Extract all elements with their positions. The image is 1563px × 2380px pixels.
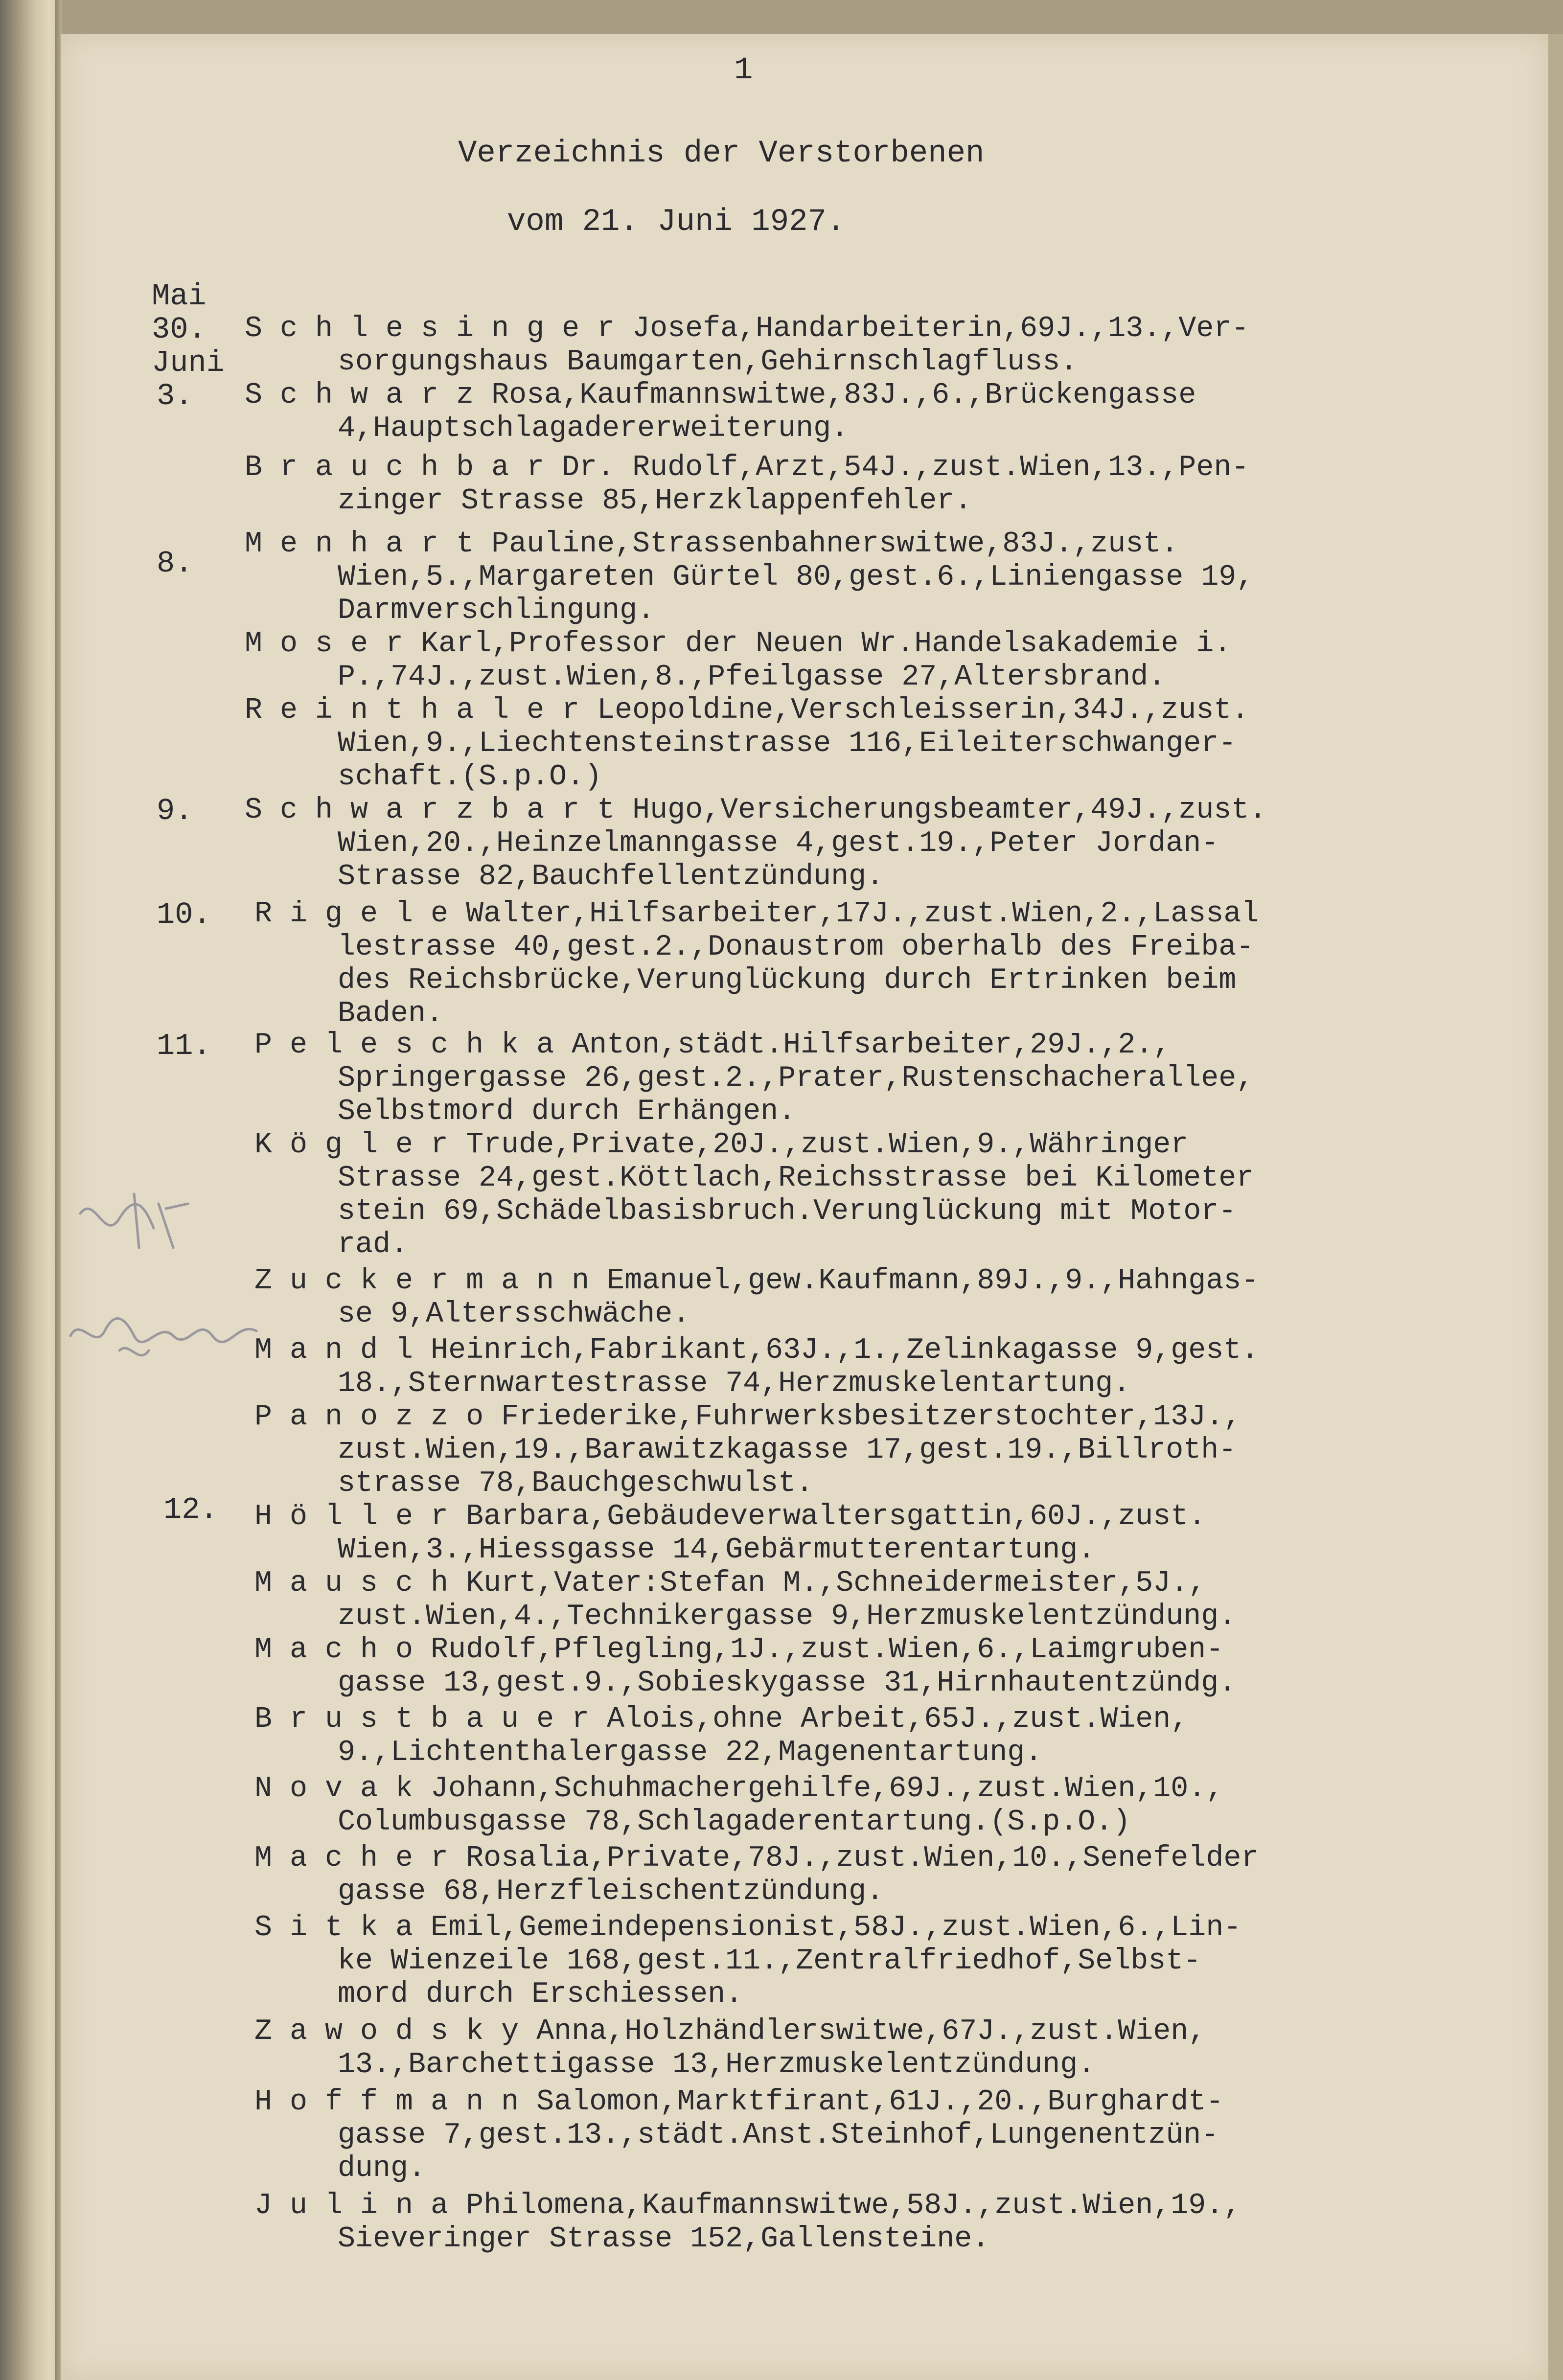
entry-line: Wien,5.,Margareten Gürtel 80,gest.6.,Liniengasse 19,: [338, 561, 1254, 594]
document-page: [61, 34, 1548, 2380]
date-label-day-10: 10.: [157, 897, 211, 932]
entry-line: zust.Wien,4.,Technikergasse 9,Herzmuskelentzündung.: [338, 1600, 1237, 1633]
document-subtitle: vom 21. Juni 1927.: [507, 205, 846, 240]
document-title: Verzeichnis der Verstorbenen: [458, 136, 985, 171]
entry-line: J u l i n a Philomena,Kaufmannswitwe,58J.,zust.Wien,19.,: [254, 2189, 1241, 2222]
entry-line: B r u s t b a u e r Alois,ohne Arbeit,65J.,zust.Wien,: [254, 1703, 1189, 1736]
entry-line: M a u s c h Kurt,Vater:Stefan M.,Schneidermeister,5J.,: [254, 1567, 1206, 1600]
entry-line: zinger Strasse 85,Herzklappenfehler.: [338, 484, 972, 518]
entry-line: P a n o z z o Friederike,Fuhrwerksbesitzerstochter,13J.,: [254, 1400, 1241, 1434]
entry-line: H o f f m a n n Salomon,Marktfirant,61J.,20.,Burghardt-: [254, 2085, 1224, 2119]
entry-line: strasse 78,Bauchgeschwulst.: [338, 1467, 814, 1500]
entry-line: Wien,20.,Heinzelmanngasse 4,gest.19.,Peter Jordan-: [338, 827, 1219, 860]
page-number: 1: [734, 53, 753, 88]
entry-line: Strasse 82,Bauchfellentzündung.: [338, 860, 884, 893]
entry-line: M o s e r Karl,Professor der Neuen Wr.Handelsakademie i.: [245, 627, 1232, 661]
entry-line: gasse 13,gest.9.,Sobieskygasse 31,Hirnhautentzündg.: [338, 1667, 1237, 1700]
entry-line: M a n d l Heinrich,Fabrikant,63J.,1.,Zelinkagasse 9,gest.: [254, 1334, 1259, 1367]
entry-line: gasse 68,Herzfleischentzündung.: [338, 1875, 884, 1908]
entry-line: 13.,Barchettigasse 13,Herzmuskelentzündung.: [338, 2048, 1096, 2082]
entry-line: M e n h a r t Pauline,Strassenbahnerswitwe,83J.,zust.: [245, 527, 1179, 561]
entry-line: 18.,Sternwartestrasse 74,Herzmuskelentartung.: [338, 1367, 1131, 1400]
entry-line: stein 69,Schädelbasisbruch.Verunglückung mit Motor-: [338, 1195, 1237, 1228]
entry-line: Z u c k e r m a n n Emanuel,gew.Kaufmann,89J.,9.,Hahngas-: [254, 1264, 1259, 1298]
date-label-month-june: Juni: [152, 345, 225, 380]
entry-line: 4,Hauptschlagadererweiterung.: [338, 412, 849, 445]
entry-line: H ö l l e r Barbara,Gebäudeverwaltersgattin,60J.,zust.: [254, 1500, 1206, 1533]
entry-line: N o v a k Johann,Schuhmachergehilfe,69J.,zust.Wien,10.,: [254, 1772, 1224, 1806]
scan-top-edge: [59, 0, 1563, 34]
entry-line: S c h w a r z b a r t Hugo,Versicherungsbeamter,49J.,zust.: [245, 794, 1267, 827]
entry-line: R i g e l e Walter,Hilfsarbeiter,17J.,zust.Wien,2.,Lassal: [254, 897, 1259, 931]
date-label-day-11: 11.: [157, 1029, 211, 1063]
entry-line: rad.: [338, 1228, 409, 1261]
entry-line: P e l e s c h k a Anton,städt.Hilfsarbeiter,29J.,2.,: [254, 1029, 1171, 1062]
entry-line: sorgungshaus Baumgarten,Gehirnschlagfluss.: [338, 345, 1078, 379]
entry-line: Z a w o d s k y Anna,Holzhändlerswitwe,67J.,zust.Wien,: [254, 2015, 1206, 2048]
entry-line: P.,74J.,zust.Wien,8.,Pfeilgasse 27,Altersbrand.: [338, 661, 1166, 694]
entry-line: des Reichsbrücke,Verunglückung durch Ertrinken beim: [338, 964, 1237, 997]
entry-line: schaft.(S.p.O.): [338, 760, 602, 794]
entry-line: S c h w a r z Rosa,Kaufmannswitwe,83J.,6.,Brückengasse: [245, 379, 1196, 412]
date-label-day-9: 9.: [157, 794, 193, 828]
entry-line: gasse 7,gest.13.,städt.Anst.Steinhof,Lungenentzün-: [338, 2119, 1219, 2152]
entry-line: Springergasse 26,gest.2.,Prater,Rustenschacherallee,: [338, 1062, 1254, 1095]
entry-line: Wien,9.,Liechtensteinstrasse 116,Eileiterschwanger-: [338, 727, 1237, 760]
entry-line: M a c h o Rudolf,Pflegling,1J.,zust.Wien,6.,Laimgruben-: [254, 1633, 1224, 1667]
entry-line: Wien,3.,Hiessgasse 14,Gebärmutterentartung.: [338, 1533, 1096, 1567]
entry-line: dung.: [338, 2152, 426, 2185]
entry-line: lestrasse 40,gest.2.,Donaustrom oberhalb des Freiba-: [338, 931, 1254, 964]
date-label-day-8: 8.: [157, 546, 193, 581]
entry-line: 9.,Lichtenthalergasse 22,Magenentartung.: [338, 1736, 1043, 1769]
entry-line: M a c h e r Rosalia,Private,78J.,zust.Wien,10.,Senefelder: [254, 1842, 1259, 1875]
entry-line: se 9,Altersschwäche.: [338, 1298, 690, 1331]
book-spine-left-page: [0, 0, 59, 2380]
entry-line: Darmverschlingung.: [338, 594, 655, 627]
date-label-day-30: 30.: [152, 312, 207, 347]
entry-line: R e i n t h a l e r Leopoldine,Verschleisserin,34J.,zust.: [245, 694, 1249, 727]
entry-line: Sieveringer Strasse 152,Gallensteine.: [338, 2222, 990, 2256]
date-label-month-may: Mai: [152, 279, 207, 314]
entry-line: Selbstmord durch Erhängen.: [338, 1095, 796, 1128]
entry-line: Columbusgasse 78,Schlagaderentartung.(S.p.O.): [338, 1806, 1131, 1839]
entry-line: zust.Wien,19.,Barawitzkagasse 17,gest.19.,Billroth-: [338, 1434, 1237, 1467]
entry-line: Strasse 24,gest.Köttlach,Reichsstrasse bei Kilometer: [338, 1162, 1254, 1195]
date-label-day-12: 12.: [163, 1492, 218, 1527]
entry-line: S i t k a Emil,Gemeindepensionist,58J.,zust.Wien,6.,Lin-: [254, 1911, 1241, 1945]
date-label-day-3: 3.: [157, 379, 193, 413]
entry-line: Baden.: [338, 997, 444, 1030]
entry-line: S c h l e s i n g e r Josefa,Handarbeiterin,69J.,13.,Ver-: [245, 312, 1249, 345]
entry-line: mord durch Erschiessen.: [338, 1978, 743, 2011]
entry-line: K ö g l e r Trude,Private,20J.,zust.Wien,9.,Währinger: [254, 1128, 1189, 1162]
entry-line: B r a u c h b a r Dr. Rudolf,Arzt,54J.,zust.Wien,13.,Pen-: [245, 451, 1249, 484]
entry-line: ke Wienzeile 168,gest.11.,Zentralfriedhof,Selbst-: [338, 1945, 1201, 1978]
